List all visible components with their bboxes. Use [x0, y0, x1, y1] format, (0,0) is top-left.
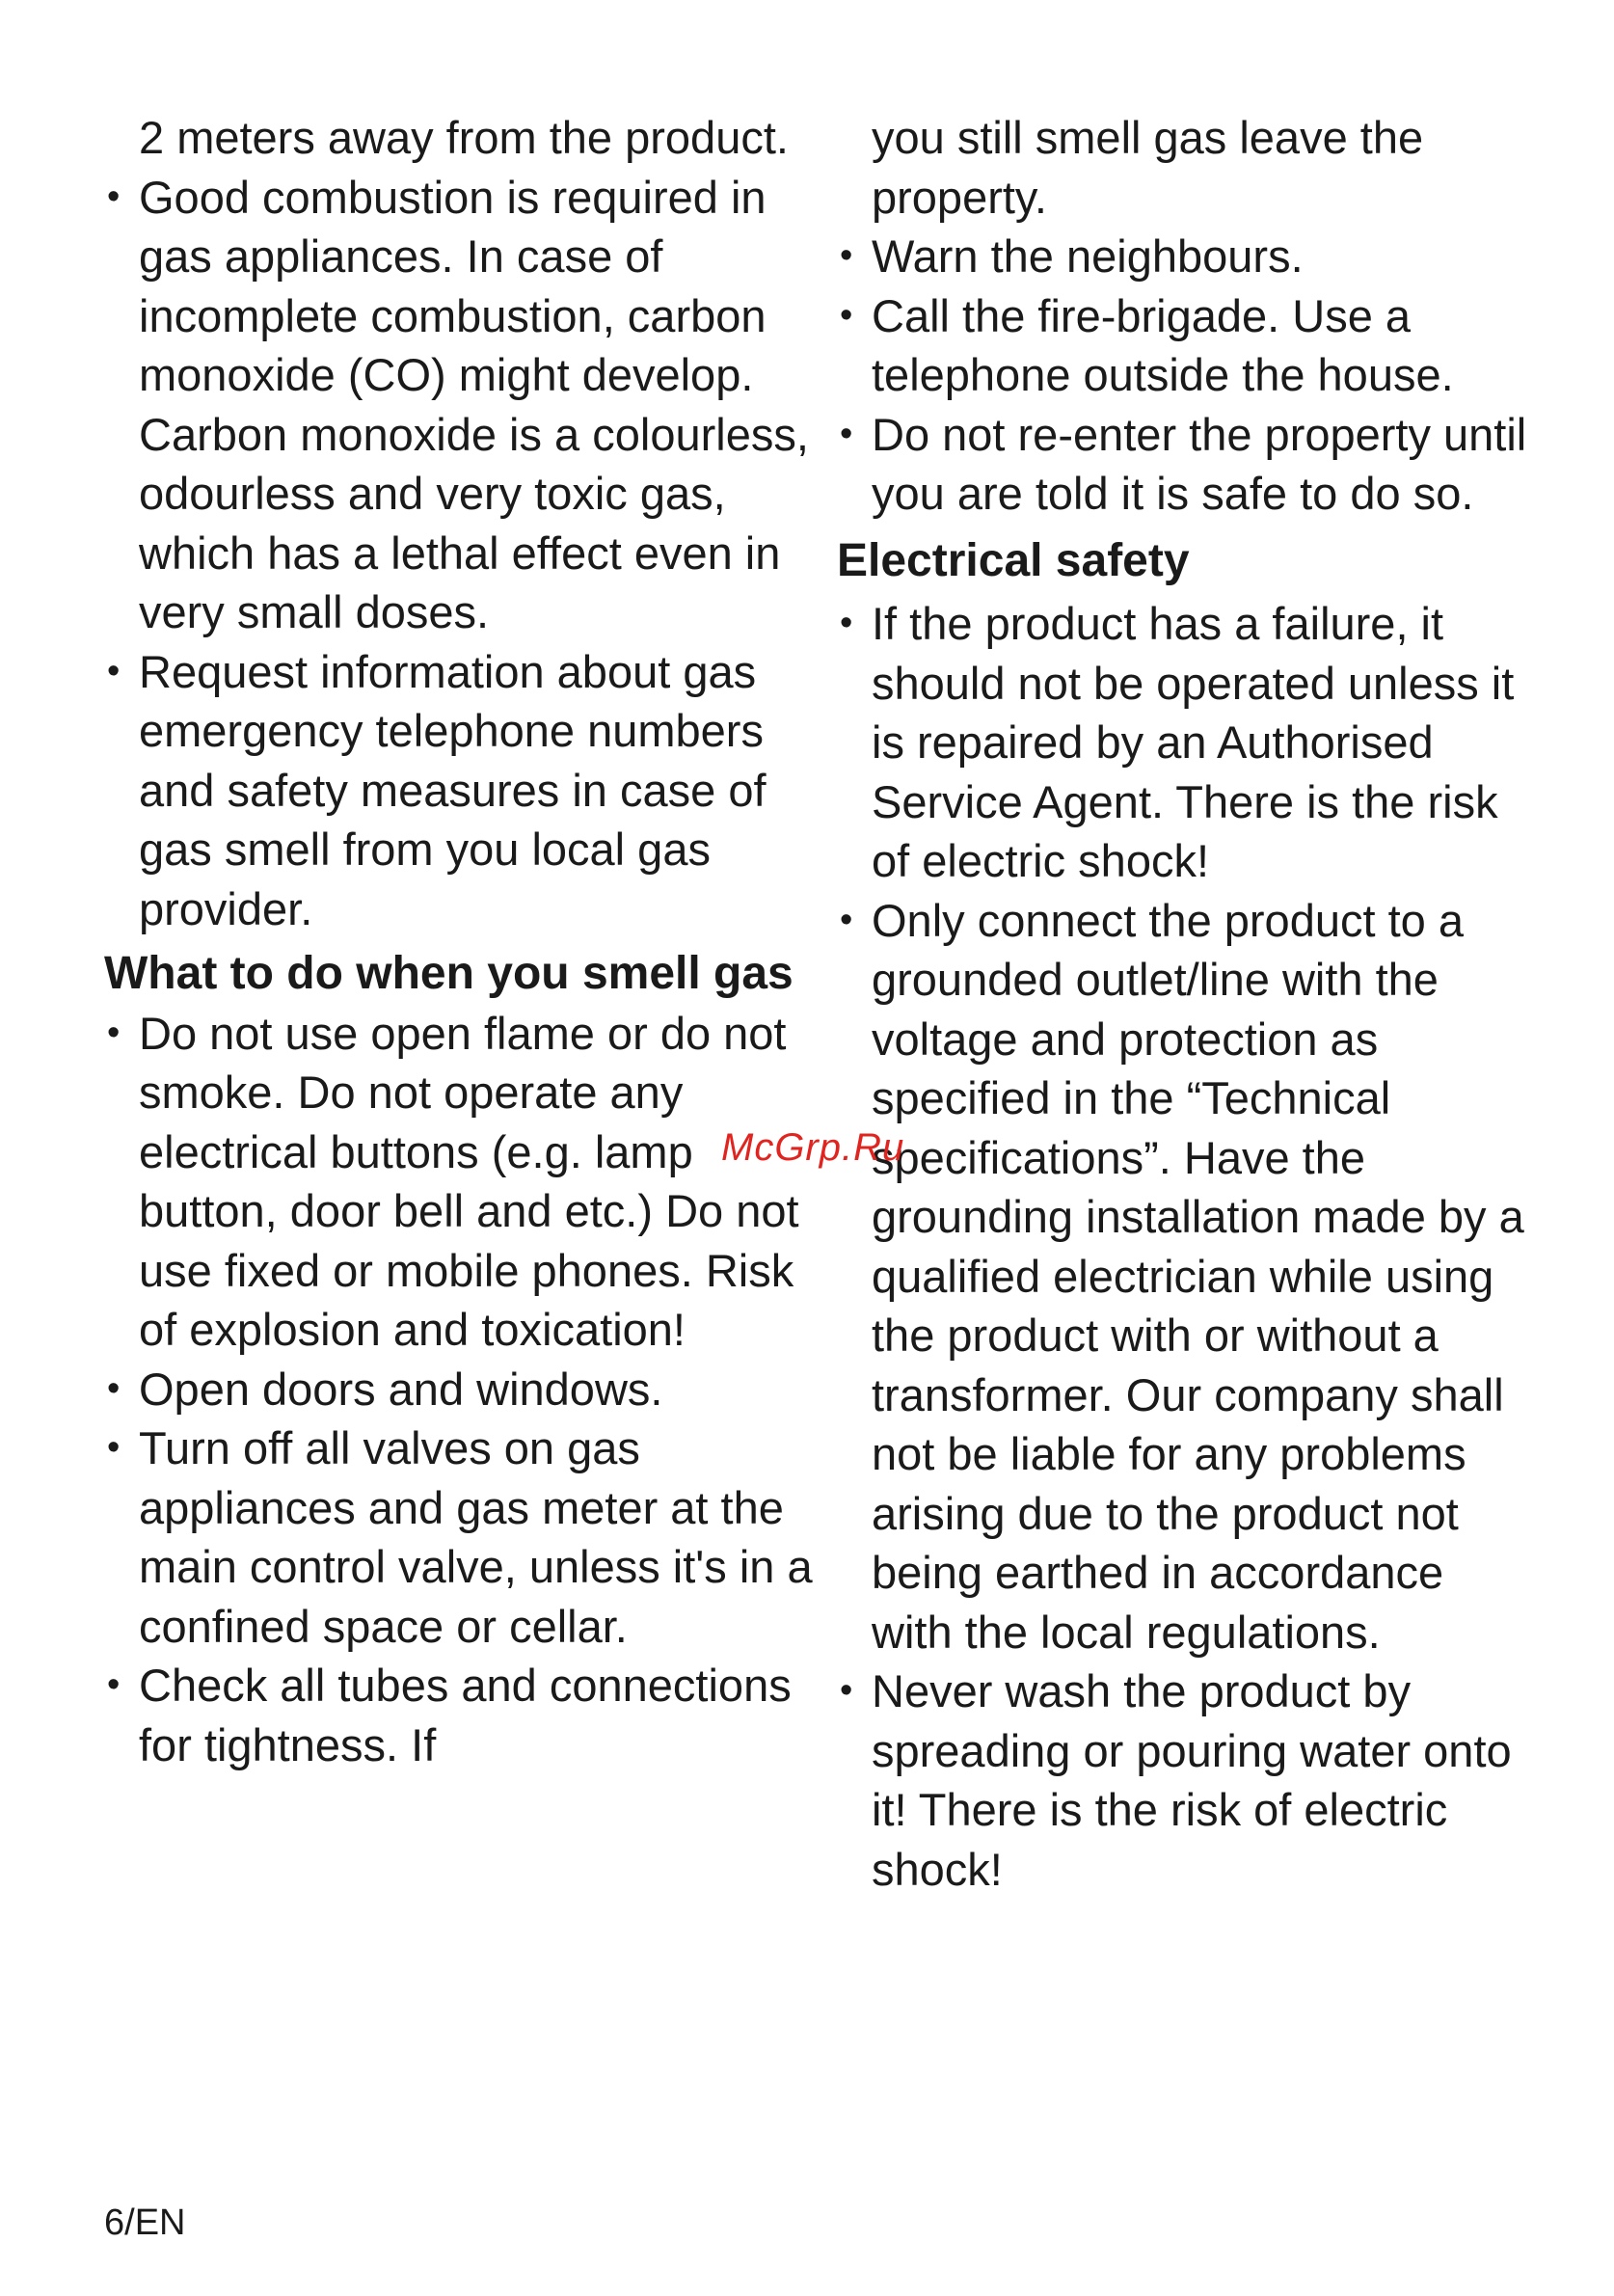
bullet-icon: • — [107, 1367, 121, 1409]
list-item-text: Warn the neighbours. — [872, 230, 1304, 282]
bullet-icon: • — [107, 1427, 121, 1468]
bullet-icon: • — [107, 1012, 121, 1053]
list-item-text: Good combustion is required in gas appliances. In case of incomplete combustion, carbon monoxide (CO) might develop. Carbon monoxide is a colourless, odourless and very toxic gas, which has a lethal effect even in very small doses. — [139, 171, 809, 637]
list-item — [104, 1656, 818, 1774]
watermark: McGrp.Ru — [721, 1126, 905, 1169]
list-item — [104, 642, 818, 939]
section-heading-electrical-safety: Electrical safety — [837, 534, 1190, 586]
bullet-icon: • — [107, 176, 121, 217]
list-item-text: Turn off all valves on gas appliances and gas meter at the main control valve, unless it's in a confined space or cellar. — [139, 1422, 813, 1652]
list-item — [104, 1418, 818, 1656]
list-item-text: Do not use open flame or do not smoke. Do not operate any electrical buttons (e.g. lamp button, door bell and etc.) Do not use fixed or mobile phones. Risk of explosion and toxication! — [139, 1007, 799, 1355]
bullet-icon: • — [840, 603, 853, 643]
list-item-text: Only connect the product to a grounded outlet/line with the voltage and protection as specified in the “Technical specifications”. Have the grounding installation made by a qualified electrician while using the product with or without a transformer. Our company shall not be liable for any problems arising due to the product not being earthed in accordance with the local regulations. — [872, 894, 1524, 1658]
left-column — [104, 108, 818, 1774]
section-heading-gas-smell: What to do when you smell gas — [104, 948, 794, 999]
bullet-icon: • — [840, 1670, 853, 1711]
list-item-text: Open doors and windows. — [139, 1363, 663, 1415]
list-item-text: Call the fire-brigade. Use a telephone outside the house. — [872, 289, 1454, 400]
bullet-icon: • — [840, 899, 853, 940]
bullet-icon: • — [840, 235, 853, 276]
list-item-text: If the product has a failure, it should not be operated unless it is repaired by an Authorised Service Agent. There is the risk of electric shock! — [872, 598, 1515, 886]
list-item-text: Check all tubes and connections for tightness. If — [139, 1660, 792, 1770]
list-item — [104, 1360, 818, 1419]
right-column — [837, 108, 1531, 1899]
bullet-list — [837, 594, 1531, 1899]
list-item-text: Request information about gas emergency telephone numbers and safety measures in case of gas smell from you local gas provider. — [139, 645, 767, 934]
bullet-icon: • — [840, 294, 853, 336]
bullet-icon: • — [840, 413, 853, 454]
bullet-list — [104, 168, 818, 939]
list-item — [104, 168, 818, 642]
list-item — [837, 405, 1531, 524]
bullet-icon: • — [107, 1664, 121, 1705]
list-item — [837, 1661, 1531, 1899]
list-item-text: Never wash the product by spreading or pouring water onto it! There is the risk of electric shock! — [872, 1665, 1512, 1895]
list-item — [104, 1004, 818, 1360]
continuation-text: 2 meters away from the product. — [139, 112, 789, 163]
list-item — [837, 891, 1531, 1662]
continuation-text: you still smell gas leave the property. — [872, 112, 1424, 223]
list-item-text: Do not re-enter the property until you are told it is safe to do so. — [872, 408, 1527, 519]
bullet-icon: • — [107, 650, 121, 691]
page-number: 6/EN — [104, 2202, 186, 2243]
list-item — [837, 227, 1531, 286]
bullet-list — [837, 227, 1531, 524]
list-item — [837, 286, 1531, 405]
bullet-list — [104, 1004, 818, 1775]
list-item — [837, 594, 1531, 891]
